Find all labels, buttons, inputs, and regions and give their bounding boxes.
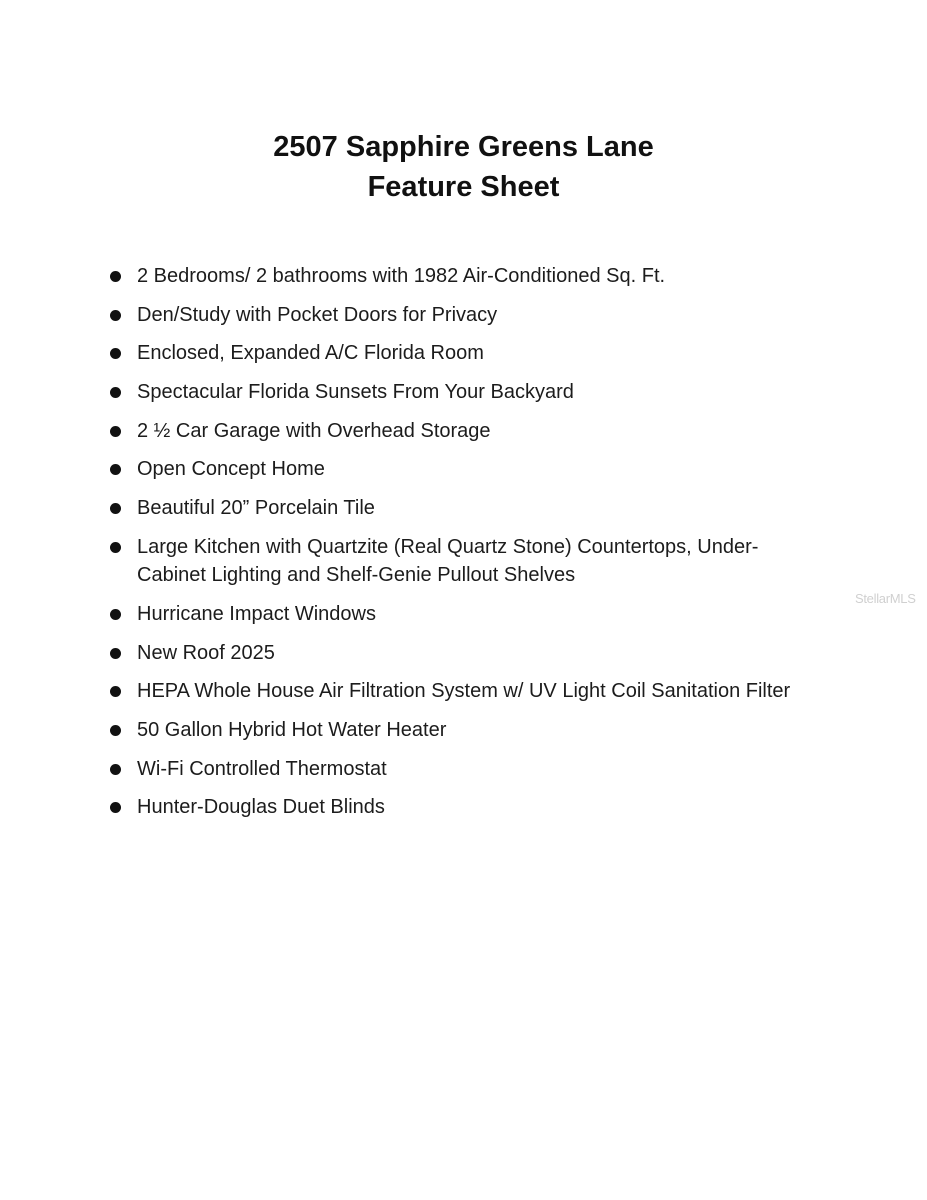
bullet-icon	[110, 609, 121, 620]
bullet-icon	[110, 802, 121, 813]
bullet-icon	[110, 648, 121, 659]
list-item	[108, 793, 808, 822]
list-item	[108, 417, 808, 446]
list-item	[108, 494, 808, 523]
feature-text: Spectacular Florida Sunsets From Your Backyard	[137, 381, 574, 404]
bullet-icon	[110, 542, 121, 553]
bullet-icon	[110, 503, 121, 514]
list-item	[108, 677, 808, 706]
list-item	[108, 639, 808, 668]
list-item	[108, 455, 808, 484]
feature-text: Enclosed, Expanded A/C Florida Room	[137, 342, 484, 365]
feature-text: Wi-Fi Controlled Thermostat	[137, 757, 387, 780]
feature-text: Beautiful 20” Porcelain Tile	[137, 497, 375, 520]
list-item	[108, 600, 808, 629]
feature-text: 2 ½ Car Garage with Overhead Storage	[137, 419, 491, 442]
watermark: StellarMLS	[855, 591, 916, 606]
bullet-icon	[110, 764, 121, 775]
feature-text: Hunter-Douglas Duet Blinds	[137, 796, 385, 819]
page-title	[0, 127, 927, 207]
feature-text: 50 Gallon Hybrid Hot Water Heater	[137, 719, 447, 742]
bullet-icon	[110, 426, 121, 437]
bullet-icon	[110, 464, 121, 475]
feature-text: Open Concept Home	[137, 458, 325, 481]
feature-text: Large Kitchen with Quartzite (Real Quartz Stone) Countertops, Under-Cabinet Lighting and Shelf-Genie Pullout Shelves	[137, 535, 759, 587]
feature-text: Hurricane Impact Windows	[137, 603, 376, 625]
bullet-icon	[110, 310, 121, 321]
list-item	[108, 301, 808, 330]
bullet-icon	[110, 725, 121, 736]
bullet-icon	[110, 686, 121, 697]
bullet-icon	[110, 387, 121, 398]
feature-text: 2 Bedrooms/ 2 bathrooms with 1982 Air-Conditioned Sq. Ft.	[137, 265, 666, 287]
bullet-icon	[110, 271, 121, 282]
list-item	[108, 262, 808, 291]
bullet-icon	[110, 348, 121, 359]
list-item	[108, 339, 808, 368]
feature-text: HEPA Whole House Air Filtration System w/ UV Light Coil Sanitation Filter	[137, 680, 791, 703]
list-item	[108, 533, 808, 590]
list-item	[108, 378, 808, 407]
list-item	[108, 716, 808, 745]
feature-text: Den/Study with Pocket Doors for Privacy	[137, 303, 498, 326]
feature-list	[108, 262, 808, 832]
feature-text: New Roof 2025	[137, 641, 275, 664]
list-item	[108, 755, 808, 784]
title-address: 2507 Sapphire Greens Lane	[273, 131, 654, 164]
title-subtitle: Feature Sheet	[367, 171, 560, 204]
